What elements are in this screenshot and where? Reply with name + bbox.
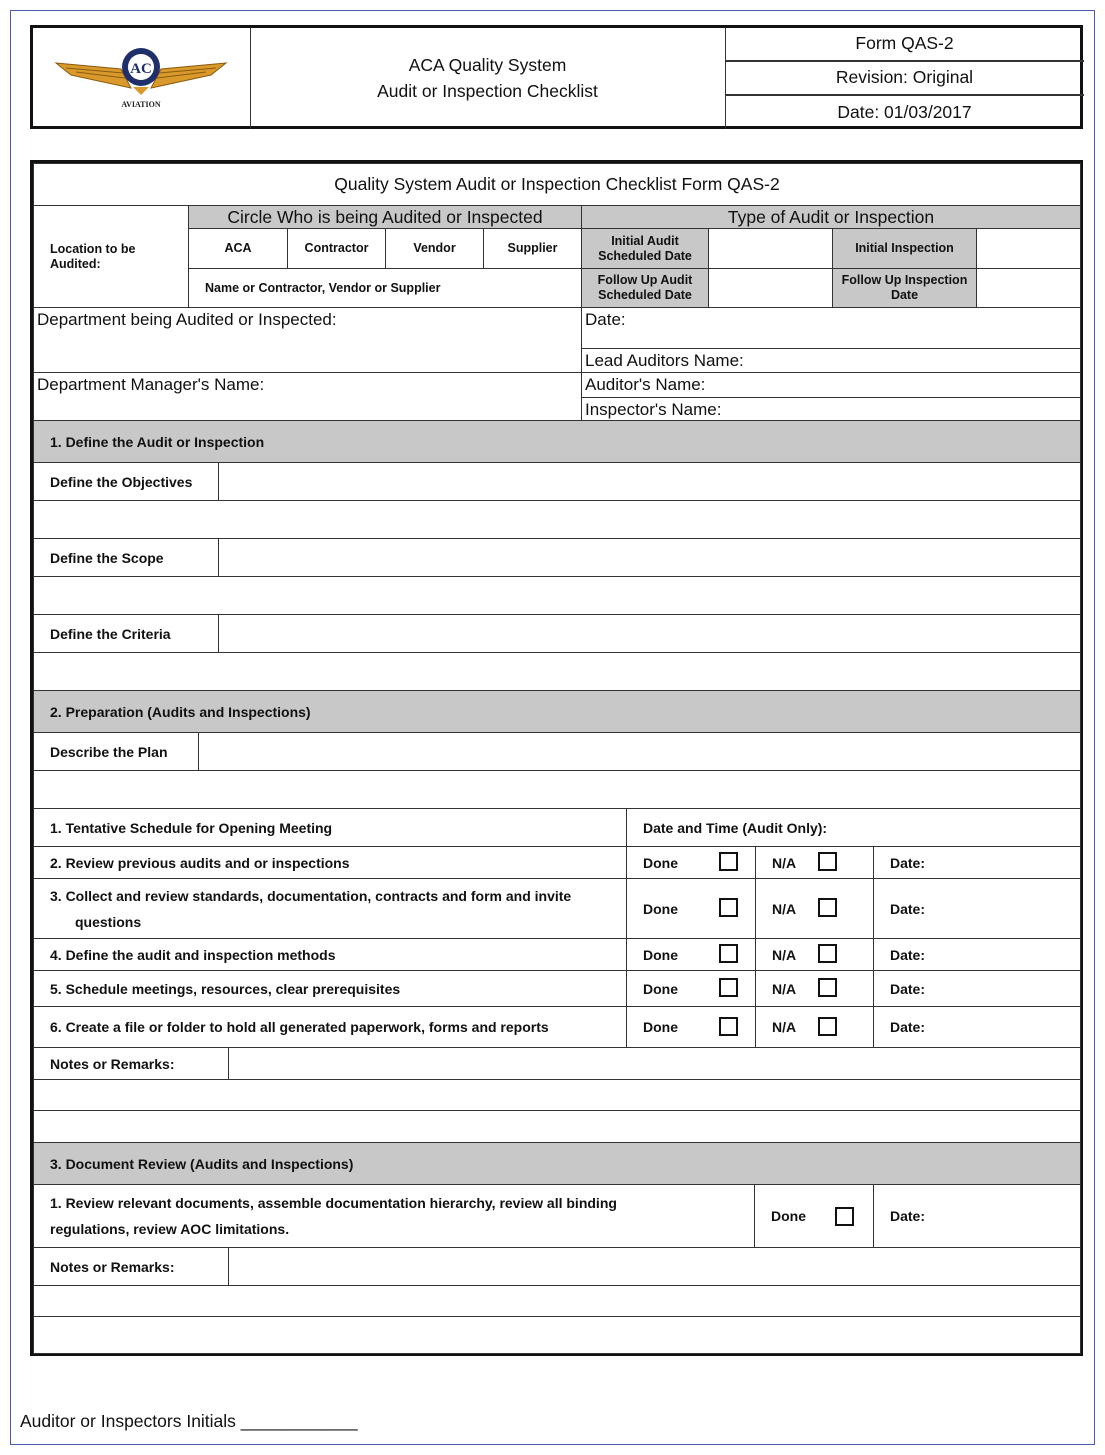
item-text: 2. Review previous audits and or inspections [50,854,350,871]
opening-meeting-item: 1. Tentative Schedule for Opening Meeting [33,808,627,847]
auditor-initials[interactable]: Auditor or Inspectors Initials ____________ [20,1411,358,1431]
na-checkbox[interactable] [818,852,837,871]
na-label: N/A [755,1006,874,1048]
wings-logo-icon [51,43,231,113]
objectives-field-2[interactable] [33,500,1081,539]
date-time-field[interactable]: Date and Time (Audit Only): [626,808,1081,847]
done-checkbox[interactable] [719,944,738,963]
initial-audit-date-field[interactable] [708,228,833,269]
item-date-field[interactable]: Date: [873,1006,1081,1048]
item-text-cont: questions [75,913,142,930]
doc-review-item [33,1184,755,1248]
item-text: 5. Schedule meetings, resources, clear prerequisites [50,980,401,997]
party-vendor[interactable]: Vendor [385,228,484,269]
header-date: Date: 01/03/2017 [837,101,972,122]
item-text: 1. Review relevant documents, assemble documentation hierarchy, review all binding [50,1195,617,1211]
followup-audit-date-field[interactable] [708,268,833,308]
criteria-label: Define the Criteria [33,614,219,653]
followup-inspection-label: Follow Up Inspection Date [832,268,977,308]
department-manager-field[interactable]: Department Manager's Name: [33,372,582,421]
scope-field[interactable] [218,538,1081,577]
checklist-item [33,970,627,1007]
na-label: N/A [755,970,874,1007]
item-text: 4. Define the audit and inspection methods [50,946,336,963]
initial-inspection-field[interactable] [976,228,1081,269]
vendor-name-field[interactable]: Name or Contractor, Vendor or Supplier [188,268,582,308]
notes-field-4[interactable] [228,1247,1081,1286]
notes-field-6[interactable] [33,1316,1081,1354]
type-heading: Type of Audit or Inspection [581,205,1081,229]
party-aca[interactable]: ACA [188,228,288,269]
followup-audit-label: Follow Up Audit Scheduled Date [581,268,709,308]
item-date-field[interactable]: Date: [873,938,1081,971]
party-supplier[interactable]: Supplier [483,228,582,269]
done-checkbox[interactable] [719,898,738,917]
circle-heading: Circle Who is being Audited or Inspected [188,205,582,229]
done-label: Done [626,846,756,879]
done-checkbox[interactable] [719,978,738,997]
na-label: N/A [755,878,874,939]
item-text: regulations, review AOC limitations. [50,1221,290,1237]
location-field[interactable]: Location to be Audited: [33,205,189,308]
svg-text:AC: AC [130,61,152,77]
checklist-item [33,878,627,939]
done-label: Done [626,938,756,971]
na-label: N/A [755,938,874,971]
done-label: Done [626,878,756,939]
notes-field[interactable] [228,1047,1081,1080]
title-line2: Audit or Inspection Checklist [377,81,598,101]
title-line1: ACA Quality System [408,55,567,75]
done-checkbox[interactable] [835,1207,854,1226]
notes-field-3[interactable] [33,1110,1081,1143]
item-text: 6. Create a file or folder to hold all generated paperwork, forms and reports [50,1019,549,1035]
item-date-field[interactable]: Date: [873,970,1081,1007]
checklist-item [33,938,627,971]
followup-inspection-field[interactable] [976,268,1081,308]
auditor-name-field[interactable]: Auditor's Name: [581,372,1081,398]
header-title [250,27,726,129]
revision: Revision: Original [725,61,1084,96]
plan-field[interactable] [198,732,1081,771]
checklist-item [33,1006,627,1048]
item-date-field[interactable]: Date: [873,846,1081,879]
notes-label-2: Notes or Remarks: [33,1247,229,1286]
na-checkbox[interactable] [818,944,837,963]
objectives-field[interactable] [218,462,1081,501]
initial-inspection-label: Initial Inspection [832,228,977,269]
na-checkbox[interactable] [818,978,837,997]
doc-review-date-field[interactable]: Date: [873,1184,1081,1248]
scope-field-2[interactable] [33,576,1081,615]
notes-field-5[interactable] [33,1285,1081,1317]
objectives-label: Define the Objectives [33,462,219,501]
party-contractor[interactable]: Contractor [287,228,386,269]
done-label: Done [754,1184,874,1248]
section1-heading: 1. Define the Audit or Inspection [33,420,1081,463]
section2-heading: 2. Preparation (Audits and Inspections) [33,690,1081,733]
scope-label: Define the Scope [33,538,219,577]
criteria-field-2[interactable] [33,652,1081,691]
plan-field-2[interactable] [33,770,1081,809]
lead-auditor-field[interactable]: Lead Auditors Name: [581,348,1081,373]
header-box [30,25,1083,129]
notes-label: Notes or Remarks: [33,1047,229,1080]
inspector-name-field[interactable]: Inspector's Name: [581,397,1081,421]
item-text: 3. Collect and review standards, documentation, contracts and form and invite [50,887,572,904]
department-field[interactable]: Department being Audited or Inspected: [33,307,582,373]
done-checkbox[interactable] [719,852,738,871]
form-title: Quality System Audit or Inspection Checklist Form QAS-2 [33,163,1081,206]
na-checkbox[interactable] [818,898,837,917]
plan-label: Describe the Plan [33,732,199,771]
initial-audit-label: Initial Audit Scheduled Date [581,228,709,269]
checklist-item [33,846,627,879]
form-id: Form QAS-2 [725,27,1084,62]
na-label: N/A [755,846,874,879]
notes-field-2[interactable] [33,1079,1081,1111]
section3-heading: 3. Document Review (Audits and Inspections) [33,1142,1081,1185]
done-label: Done [626,970,756,1007]
logo [32,27,251,129]
done-label: Done [626,1006,756,1048]
criteria-field[interactable] [218,614,1081,653]
na-checkbox[interactable] [818,1017,837,1036]
date-field[interactable]: Date: [581,307,1081,349]
item-date-field[interactable]: Date: [873,878,1081,939]
svg-text:AVIATION: AVIATION [121,100,161,109]
done-checkbox[interactable] [719,1017,738,1036]
